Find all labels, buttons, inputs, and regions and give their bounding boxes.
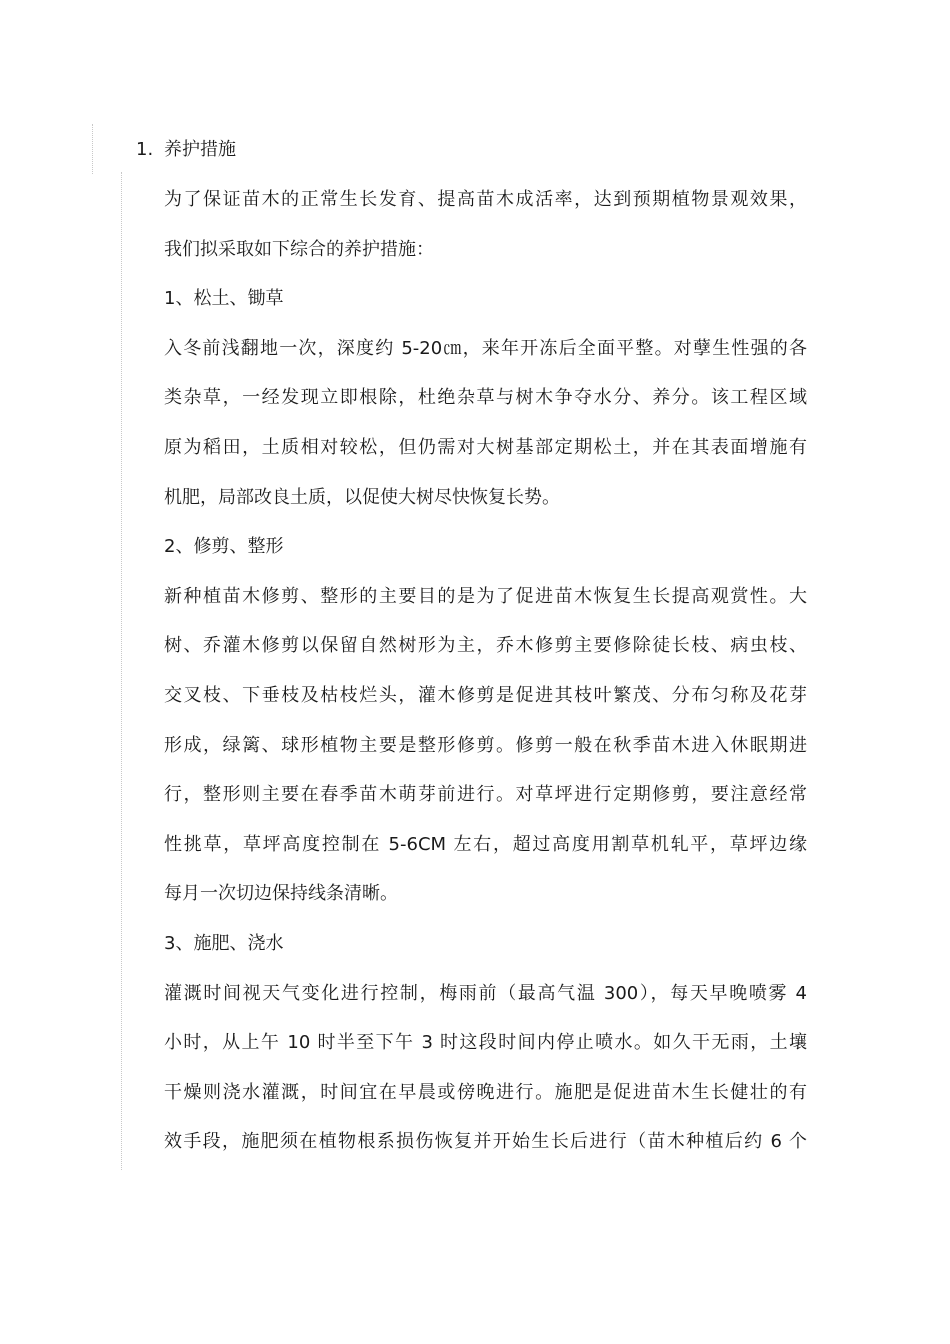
paragraph-line: 新种植苗木修剪、整形的主要目的是为了促进苗木恢复生长提高观赏性。大 bbox=[164, 585, 807, 607]
section-number: 1. bbox=[136, 139, 154, 160]
section-heading bbox=[136, 135, 236, 165]
paragraph-line: 交叉枝、下垂枝及枯枝烂头，灌木修剪是促进其枝叶繁茂、分布匀称及花芽 bbox=[164, 684, 807, 706]
paragraph-line: 行，整形则主要在春季苗木萌芽前进行。对草坪进行定期修剪，要注意经常 bbox=[164, 784, 807, 806]
paragraph-line: 效手段，施肥须在植物根系损伤恢复并开始生长后进行（苗木种植后约 6 个 bbox=[164, 1131, 807, 1153]
indent-guide-outer bbox=[92, 124, 93, 174]
paragraph-line: 树、乔灌木修剪以保留自然树形为主，乔木修剪主要修除徒长枝、病虫枝、 bbox=[164, 635, 807, 657]
paragraph-line: 干燥则浇水灌溉，时间宜在早晨或傍晚进行。施肥是促进苗木生长健壮的有 bbox=[164, 1081, 807, 1103]
section-title: 养护措施 bbox=[164, 139, 236, 160]
paragraph-line: 原为稻田，土质相对较松，但仍需对大树基部定期松土，并在其表面增施有 bbox=[164, 436, 807, 458]
paragraph-line: 灌溉时间视天气变化进行控制，梅雨前（最高气温 300），每天早晚喷雾 4 bbox=[164, 982, 807, 1004]
paragraph-line: 形成，绿篱、球形植物主要是整形修剪。修剪一般在秋季苗木进入休眠期进 bbox=[164, 734, 807, 756]
subheading: 1、松土、锄草 bbox=[164, 288, 284, 310]
document-body bbox=[164, 185, 814, 1177]
paragraph-line: 小时，从上午 10 时半至下午 3 时这段时间内停止喷水。如久干无雨，土壤 bbox=[164, 1032, 807, 1054]
subheading: 3、施肥、浇水 bbox=[164, 932, 284, 954]
indent-guide-inner bbox=[121, 172, 122, 1170]
paragraph-line: 性挑草，草坪高度控制在 5-6CM 左右，超过高度用割草机轧平，草坪边缘 bbox=[164, 833, 807, 855]
subheading: 2、修剪、整形 bbox=[164, 536, 284, 558]
paragraph-line: 入冬前浅翻地一次，深度约 5-20㎝，来年开冻后全面平整。对孽生性强的各 bbox=[164, 337, 807, 359]
paragraph-line: 为了保证苗木的正常生长发育、提高苗木成活率，达到预期植物景观效果， bbox=[164, 189, 807, 210]
paragraph-line: 类杂草，一经发现立即根除，杜绝杂草与树木争夺水分、养分。该工程区域 bbox=[164, 387, 807, 409]
paragraph-line: 机肥，局部改良土质，以促使大树尽快恢复长势。 bbox=[164, 486, 560, 508]
paragraph-line: 每月一次切边保持线条清晰。 bbox=[164, 883, 398, 905]
paragraph-line: 我们拟采取如下综合的养护措施： bbox=[164, 238, 434, 260]
